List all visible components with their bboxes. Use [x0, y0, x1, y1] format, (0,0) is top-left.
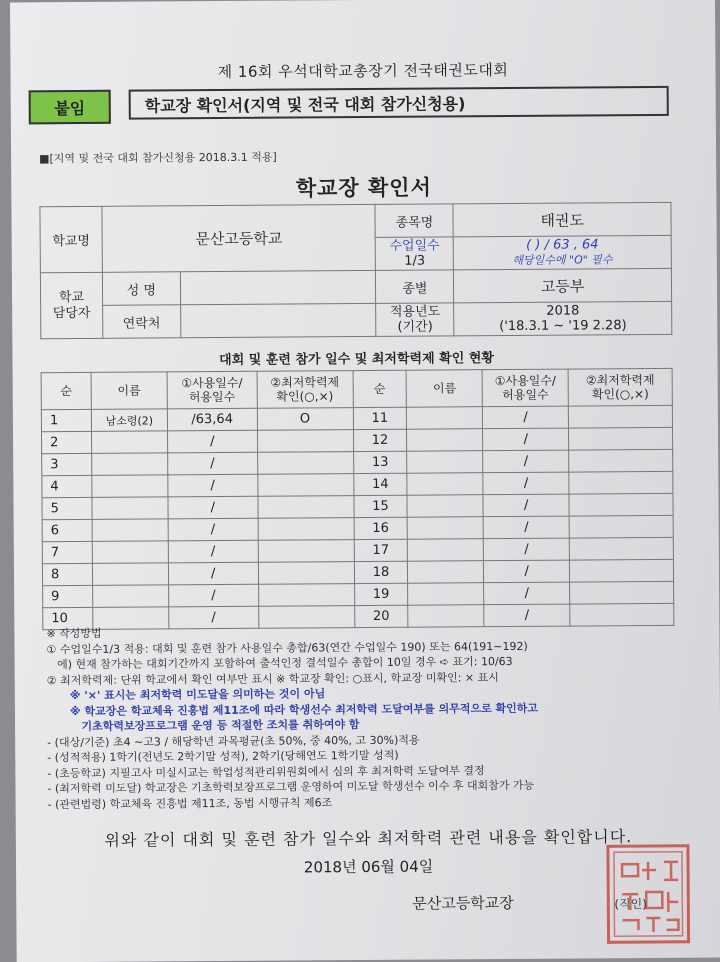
cell-name	[93, 585, 169, 608]
year-label	[376, 303, 454, 337]
header-days-line2: 허용일수	[188, 389, 236, 405]
cell-name	[91, 431, 167, 454]
class-days-label-line2: 1/3	[404, 253, 426, 269]
note-line: - (초등학교) 지필고사 미실시교는 학업성적관리위원회에서 심의 후 최저학력 도달여부 결정	[47, 763, 485, 780]
cell-num: 15	[353, 495, 407, 517]
class-days-cell	[453, 235, 671, 270]
cell-num: 14	[353, 473, 407, 495]
cell-days: /	[484, 538, 570, 561]
cell-num: 18	[354, 561, 408, 583]
year-value: 2018	[546, 303, 580, 319]
cell-num: 7	[42, 541, 92, 563]
year-label-line2: (기간)	[397, 319, 433, 335]
cell-days: /	[168, 540, 258, 563]
cell-check	[569, 515, 673, 538]
header-name-right: 이름	[407, 370, 483, 408]
header-check	[257, 371, 353, 409]
cell-days: /	[484, 582, 570, 605]
writing-instructions	[46, 622, 687, 812]
manager-label	[40, 272, 102, 338]
header-check-right-line1: ②최저학력제	[585, 372, 655, 388]
cell-name	[92, 519, 168, 542]
header-num-right: 순	[353, 370, 407, 407]
cell-name	[407, 495, 483, 518]
cell-days: /	[169, 606, 259, 629]
cell-num: 19	[354, 583, 408, 605]
cell-days: /	[168, 562, 258, 585]
contact-value	[180, 303, 376, 337]
cell-check	[570, 559, 674, 582]
header-check-line2: 확인(○,×)	[276, 389, 334, 404]
header-check-right	[568, 368, 672, 406]
cell-check	[258, 562, 354, 585]
division-value: 고등부	[454, 268, 672, 303]
class-days-value: ( ) / 63 , 64	[526, 237, 599, 253]
notes-heading: ※ 작성방법	[46, 626, 102, 641]
application-note: ■[지역 및 전국 대회 참가신청용 2018.3.1 적용]	[39, 150, 277, 166]
cell-name	[407, 407, 483, 430]
cell-num: 4	[42, 475, 92, 497]
note-line: - (관련법령) 학교체육 진흥법 제11조, 동법 시행규칙 제6조	[47, 795, 333, 811]
cell-check	[569, 537, 673, 560]
cell-check	[257, 474, 353, 497]
cell-days: /	[483, 472, 569, 495]
cell-num: 10	[43, 607, 93, 629]
school-info-table	[39, 202, 672, 339]
cell-check: O	[257, 408, 353, 431]
form-title-box	[129, 86, 669, 120]
cell-name	[92, 563, 168, 586]
cell-name	[407, 429, 483, 452]
cell-days: /	[484, 560, 570, 583]
header-days-right-line1: ①사용일수/	[494, 373, 556, 389]
header-days-right-line2: 허용일수	[502, 387, 549, 403]
cell-name	[408, 583, 484, 606]
cell-check	[257, 452, 353, 475]
contact-label: 연락처	[103, 305, 181, 339]
header-check-line1: ②최저학력제	[270, 375, 340, 390]
school-label: 학교명	[40, 206, 102, 272]
cell-check	[258, 496, 354, 519]
cell-days: /	[483, 406, 569, 429]
roster-section-title: 대회 및 훈련 참가 일수 및 최저학력제 확인 현황	[219, 351, 494, 369]
cell-check	[258, 584, 354, 607]
cell-check	[568, 405, 672, 428]
header-days	[167, 371, 257, 409]
manager-label-line1: 학교	[58, 289, 85, 305]
name-label: 성 명	[102, 272, 180, 306]
cell-days: /	[168, 518, 258, 541]
cell-check	[569, 427, 673, 450]
document-sheet	[10, 0, 720, 962]
cell-check	[569, 449, 673, 472]
cell-num: 12	[353, 429, 407, 451]
year-cell	[454, 301, 672, 336]
cell-check	[257, 430, 353, 453]
cell-num: 16	[354, 517, 408, 539]
document-heading: 학교장 확인서	[295, 175, 432, 201]
form-title: 학교장 확인서(지역 및 전국 대회 참가신청용)	[144, 93, 466, 116]
cell-days: /	[484, 604, 570, 627]
note-line: 기초학력보장프로그램 운영 등 적절한 조치를 취하여야 함	[47, 718, 360, 734]
note-line: - (성적적용) 1학기(전년도 2학기말 성적), 2학기(당해연도 1학기말 성적)	[47, 748, 399, 765]
cell-days: /	[167, 430, 257, 453]
header-num: 순	[41, 372, 91, 409]
cell-name	[92, 541, 168, 564]
note-line: ※ '×' 표시는 최저학력 미도달을 의미하는 것이 아님	[46, 687, 326, 703]
cell-days: /	[483, 516, 569, 539]
cell-name	[92, 475, 168, 498]
cell-days: /	[168, 474, 258, 497]
cell-days: /	[168, 496, 258, 519]
cell-days: /	[167, 452, 257, 475]
cell-num: 11	[353, 407, 407, 429]
attachment-badge: 붙임	[29, 90, 111, 125]
roster-body	[41, 368, 674, 629]
year-period: ('18.3.1 ~ '19 2.28)	[499, 318, 627, 335]
cell-num: 6	[42, 519, 92, 541]
manager-label-line2: 담당자	[52, 305, 91, 321]
cell-days: /	[483, 494, 569, 517]
seal-mark-text: (직인)	[614, 897, 647, 912]
cell-num: 3	[42, 453, 92, 475]
school-name: 문산고등학교	[102, 204, 376, 272]
cell-days: /	[168, 584, 258, 607]
issue-date: 2018년 06월 04일	[303, 857, 434, 877]
cell-days: /63,64	[167, 408, 257, 431]
header-days-line1: ①사용일수/	[181, 375, 243, 391]
class-days-label	[376, 237, 454, 271]
official-seal-stamp	[602, 838, 695, 949]
cell-check	[569, 471, 673, 494]
name-value	[180, 270, 376, 304]
cell-check	[258, 540, 354, 563]
note-line: - (최저학력 미도달) 학교장은 기초학력보장프로그램 운영하여 미도달 학생선수 이수 후 대회참가 가능	[47, 778, 535, 796]
note-line: ① 수업일수1/3 적용: 대회 및 훈련 참가 사용일수 총합/63(연간 수업일수 190) 또는 64(191~192)	[46, 639, 528, 656]
cell-name	[408, 561, 484, 584]
cell-num: 2	[42, 431, 92, 453]
cell-name	[408, 539, 484, 562]
note-line: - (대상/기준) 초4 ~고3 / 해당학년 과목평균(초 50%, 중 40%, 고 30%)적용	[47, 733, 420, 749]
cell-num: 8	[42, 563, 92, 585]
cell-num: 20	[354, 605, 408, 627]
cell-name	[92, 453, 168, 476]
cell-check	[258, 518, 354, 541]
event-title: 제 16회 우석대학교총장기 전국태권도대회	[217, 60, 509, 82]
cell-num: 17	[354, 539, 408, 561]
cell-name: 남소령(2)	[91, 409, 167, 432]
note-line: ※ 학교장은 학교체육 진흥법 제11조에 따라 학생선수 최저학력 도달여부를 의무적으로 확인하고	[46, 701, 539, 718]
header-check-right-line2: 확인(○,×)	[591, 387, 649, 402]
sport-value: 태권도	[453, 202, 671, 237]
header-name: 이름	[91, 372, 167, 410]
division-label: 종별	[376, 270, 454, 304]
cell-num: 9	[43, 585, 93, 607]
cell-check	[569, 493, 673, 516]
note-line: 에) 현재 참가하는 대회기간까지 포함하여 출석인정 결석일수 총합이 10일 경우 ➪ 표기: 10/63	[46, 654, 513, 672]
note-line: ② 최저학력제: 단위 학교에서 확인 여부만 표시 ※ 학교장 확인: ○표시, 학교장 미확인: × 표시	[46, 670, 499, 687]
cell-name	[408, 517, 484, 540]
cell-name	[92, 497, 168, 520]
cell-name	[407, 451, 483, 474]
cell-num: 5	[42, 497, 92, 519]
year-label-line1: 적용년도	[389, 304, 441, 320]
cell-num: 13	[353, 451, 407, 473]
roster-table	[41, 368, 675, 630]
cell-days: /	[483, 428, 569, 451]
cell-days: /	[483, 450, 569, 473]
principal-title: 문산고등학교장	[412, 893, 514, 913]
header-days-right	[482, 369, 568, 407]
cell-check	[570, 581, 674, 604]
sport-label: 종목명	[375, 204, 453, 238]
cell-name	[407, 473, 483, 496]
cell-num: 1	[41, 409, 91, 431]
class-days-label-line1: 수업일수	[389, 238, 440, 254]
class-days-note: 해당일수에 "O" 필수	[512, 253, 613, 267]
notes-lines	[46, 637, 687, 812]
confirmation-statement: 위와 같이 대회 및 훈련 참가 일수와 최저학력 관련 내용을 확인합니다.	[104, 827, 633, 850]
roster-header-row	[41, 368, 672, 409]
